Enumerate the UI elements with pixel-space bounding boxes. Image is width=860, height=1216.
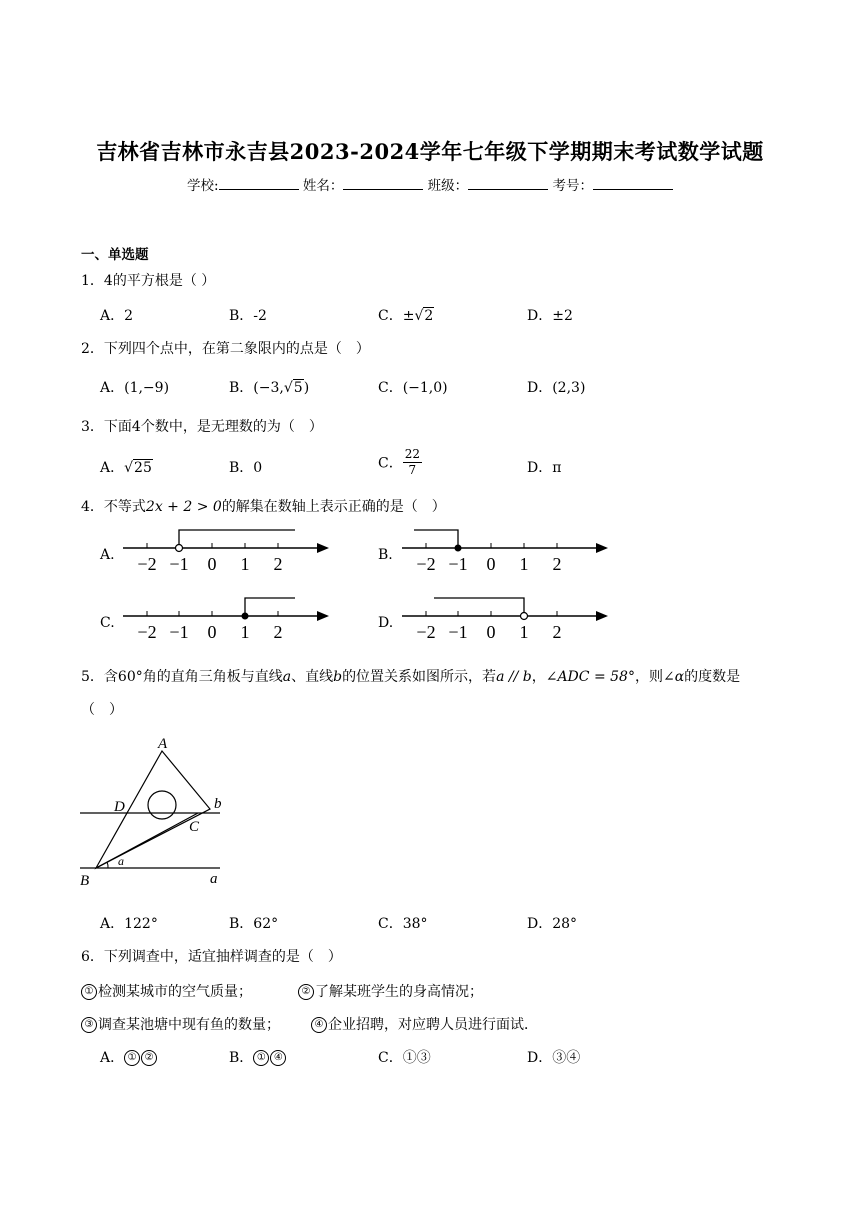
label-c-point: C [189,819,200,835]
arrow-head [596,543,608,553]
circled-number: ② [298,984,314,1000]
q5-var-b: b [333,669,343,685]
tick-label: −2 [137,554,157,574]
label-d-point: D [114,799,125,815]
student-info-line [0,174,860,194]
circled-number: ① [81,984,97,1000]
q6-option-b[interactable] [229,1047,287,1067]
label-b-vertex: B [80,873,90,889]
tick-label: 1 [240,554,250,574]
q5-option-d[interactable]: D．28° [527,916,578,932]
q1-option-d[interactable]: D．±2 [527,308,573,324]
tick-label: 0 [207,554,217,574]
tick-label: 0 [486,622,496,642]
q6-item-2-text: 了解某班学生的身高情况； [315,984,483,1000]
q1-option-c[interactable] [378,305,434,325]
q3-option-d[interactable]: D．π [527,460,562,476]
q6-item-1 [81,981,252,1001]
q6-item-4 [311,1014,538,1034]
tick-label: 0 [486,554,496,574]
q5-text: 、直线 [291,669,334,685]
q5-option-a[interactable]: A．122° [100,916,158,932]
q4-stem [81,496,446,516]
tick-label: −1 [169,554,189,574]
q6-item-1-text: 检测某城市的空气质量； [98,984,252,1000]
q3-option-a-prefix: A． [100,460,125,476]
tick-label: −1 [448,554,468,574]
exam-no-blank[interactable] [593,177,673,190]
q2-option-a[interactable]: A．(1,−9) [100,380,170,396]
q4-inequality: 2x + 2 > 0 [145,499,222,515]
closed-point [455,545,462,552]
label-a-vertex: A [158,736,168,752]
q5-text: 的位置关系如图所示，若 [342,669,497,685]
q5-stem [81,666,740,686]
fraction-numerator: 22 [404,447,420,461]
q5-alpha: α [674,669,685,685]
tick-label: 1 [240,622,250,642]
arrow-head [317,611,329,621]
circled-number: ④ [311,1017,327,1033]
q6-option-a[interactable] [100,1047,158,1067]
class-blank[interactable] [468,177,548,190]
q6-option-b-prefix: B． [229,1050,254,1066]
circled-number: ② [141,1050,157,1066]
tick-label: −2 [416,622,436,642]
arrow-head [317,543,329,553]
q6-item-2 [298,981,483,1001]
tick-label: 0 [207,622,217,642]
tick-label: 2 [552,622,562,642]
q1-stem: 1．4的平方根是（ ） [81,273,216,289]
circled-number: ① [253,1050,269,1066]
q6-item-4-text: 企业招聘，对应聘人员进行面试． [328,1017,538,1033]
q5-var-a: a [282,669,292,685]
number-line-d [394,590,614,646]
q2-option-b-suffix: ) [303,380,310,396]
q6-option-d[interactable]: D．③④ [527,1050,581,1066]
q2-option-c[interactable]: C．(−1,0) [378,380,448,396]
q5-angle-adc: ∠ADC = 58° [545,669,635,685]
q5-option-c[interactable]: C．38° [378,916,428,932]
q2-stem: 2．下列四个点中，在第二象限内的点是（ ） [81,341,370,357]
solution-range [245,598,295,616]
q3-option-c[interactable] [378,447,422,478]
label-line-b: b [214,796,222,812]
sqrt-symbol: √5 [283,380,303,396]
exam-no-label: 考号： [552,178,593,194]
q5-parallel: a // b [496,669,532,685]
number-line-a [115,522,335,578]
triangle-hole [148,791,176,819]
label-alpha: a [118,854,124,868]
tick-label: −1 [169,622,189,642]
q1-option-a[interactable]: A．2 [100,308,134,324]
school-label: 学校: [187,178,219,194]
q4-option-d[interactable]: D. [378,615,394,631]
tick-label: −1 [448,622,468,642]
sqrt-symbol: √25 [124,460,152,476]
tick-label: 1 [519,554,529,574]
q3-stem: 3．下面4个数中，是无理数的为（ ） [81,419,323,435]
q4-option-a[interactable]: A. [100,547,115,563]
q5-option-b[interactable]: B．62° [229,916,279,932]
angle-arc [107,862,108,868]
sqrt-symbol: √2 [414,308,434,324]
number-line-c [115,590,335,646]
q6-item-3 [81,1014,280,1034]
open-point [176,545,183,552]
class-label: 班级： [427,178,469,194]
tick-label: 2 [552,554,562,574]
q5-figure [76,733,236,893]
q6-option-c[interactable]: C．①③ [378,1050,431,1066]
q3-option-c-prefix: C． [378,455,403,472]
q4-option-c[interactable]: C. [100,615,115,631]
closed-point [242,613,249,620]
circled-number: ④ [270,1050,286,1066]
q2-option-d[interactable]: D．(2,3) [527,380,586,396]
q1-option-c-prefix: C．± [378,308,415,324]
label-line-a: a [210,871,218,887]
q4-stem-text: 4．不等式 [81,499,146,515]
q1-option-b[interactable]: B．-2 [229,308,267,324]
q6-item-3-text: 调查某池塘中现有鱼的数量； [98,1017,280,1033]
q3-option-b[interactable]: B．0 [229,460,263,476]
tick-label: 2 [273,622,283,642]
q4-option-b[interactable]: B. [378,547,393,563]
q3-option-a-radicand: 25 [134,460,152,476]
tick-label: −2 [137,622,157,642]
q5-text: ，则∠ [634,669,675,685]
circled-number: ③ [81,1017,97,1033]
tick-label: 1 [519,622,529,642]
number-line-b [394,522,614,578]
q6-stem: 6．下列调查中，适宜抽样调查的是（ ） [81,949,342,965]
solution-range [414,530,458,548]
q2-option-b[interactable] [229,377,309,397]
q5-text: ， [531,669,546,685]
q5-text: 的度数是 [684,669,741,685]
q3-option-a[interactable] [100,457,153,477]
section-heading: 一、单选题 [81,247,149,263]
q4-stem-text-2: 的解集在数轴上表示正确的是（ ） [221,499,446,515]
q5-paren: （ ） [81,702,123,718]
q2-option-b-radicand: 5 [293,380,303,396]
q6-option-a-prefix: A． [100,1050,125,1066]
fraction [403,447,422,478]
q1-option-c-radicand: 2 [424,308,434,324]
q5-text: 5．含60°角的直角三角板与直线 [81,669,283,685]
name-label: 姓名： [302,178,344,194]
solution-range [434,598,524,616]
q2-option-b-prefix: B．(−3, [229,380,284,396]
school-blank[interactable] [219,177,299,190]
tick-label: −2 [416,554,436,574]
name-blank[interactable] [343,177,423,190]
open-point [521,613,528,620]
arrow-head [596,611,608,621]
page-title: 吉林省吉林市永吉县2023-2024学年七年级下学期期末考试数学试题 [96,139,764,164]
circled-number: ① [124,1050,140,1066]
fraction-denominator: 7 [408,463,417,477]
tick-label: 2 [273,554,283,574]
